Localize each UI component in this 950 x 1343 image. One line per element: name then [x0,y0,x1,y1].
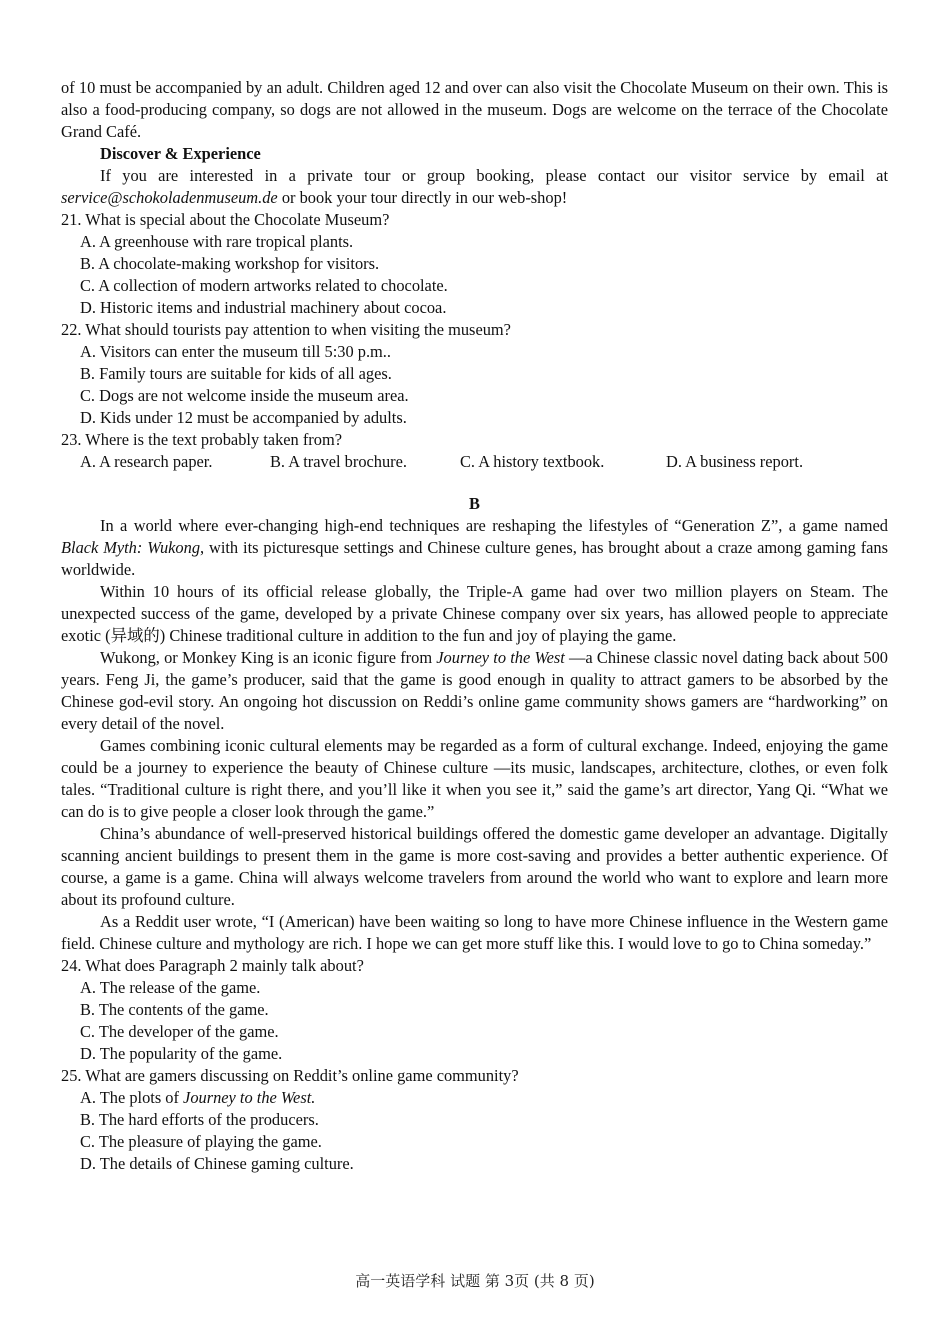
email-address: service@schokoladenmuseum.de [61,188,278,207]
question-24: 24. What does Paragraph 2 mainly talk about? [61,956,364,975]
exam-page [61,77,888,1175]
question-24-option-b: B. The contents of the game. [80,1000,269,1019]
question-21: 21. What is special about the Chocolate Museum? [61,210,390,229]
question-22-option-a: A. Visitors can enter the museum till 5:30 p.m.. [80,342,392,361]
passage-b-paragraph-4: Games combining iconic cultural elements may be regarded as a form of cultural exchange. Indeed, enjoying the game could be a journey to experience the beauty of Chinese culture —its music, landscapes, architecture, clothes, or even folk tales. “Traditional culture is right there, and you’ll like it when you see it,” said the game’s art director, Yang Qi. “What we can do is to give people a closer look through the game.” [61,736,888,821]
question-23-option-d: D. A business report. [666,452,804,471]
passage-b-label: B [469,494,480,513]
question-22-option-b: B. Family tours are suitable for kids of all ages. [80,364,392,383]
question-21-option-a: A. A greenhouse with rare tropical plants. [80,232,354,251]
question-23-option-c: C. A history textbook. [460,452,605,471]
section-heading: Discover & Experience [100,144,261,163]
question-23-option-a: A. A research paper. [80,452,213,471]
question-22-option-c: C. Dogs are not welcome inside the museum area. [80,386,409,405]
question-24-option-d: D. The popularity of the game. [80,1044,283,1063]
question-25-option-b: B. The hard efforts of the producers. [80,1110,319,1129]
passage-b-paragraph-2: Within 10 hours of its official release globally, the Triple-A game had over two million players on Steam. The unexpected success of the game, developed by a private Chinese company over six years, has allowed people to appreciate exotic (异域的) Chinese traditional culture in addition to the fun and joy of playing the game. [61,582,888,645]
question-21-option-d: D. Historic items and industrial machinery about cocoa. [80,298,447,317]
passage-a-contact-paragraph: If you are interested in a private tour or group booking, please contact our visitor service by email at service@schokoladenmuseum.de or book your tour directly in our web-shop! [61,166,888,207]
question-22: 22. What should tourists pay attention to when visiting the museum? [61,320,511,339]
question-25: 25. What are gamers discussing on Reddit’s online game community? [61,1066,519,1085]
passage-a-paragraph: of 10 must be accompanied by an adult. Children aged 12 and over can also visit the Chocolate Museum on their own. This is also a food-producing company, so dogs are not allowed in the museum. Dogs are welcome on the terrace of the Chocolate Grand Café. [61,78,888,141]
page-footer: 高一英语学科 试题 第 3页 (共 8 页) [355,1272,595,1290]
novel-title: Journey to the West [436,648,565,667]
game-title: Black Myth: Wukong [61,538,201,557]
question-23-options [61,451,888,473]
question-24-option-c: C. The developer of the game. [80,1022,279,1041]
passage-b-paragraph-6: As a Reddit user wrote, “I (American) have been waiting so long to have more Chinese influence in the Western game field. Chinese culture and mythology are rich. I hope we can get more stuff like this. I would love to go to China someday.” [61,912,888,953]
passage-b-paragraph-3: Wukong, or Monkey King is an iconic figure from Journey to the West —a Chinese classic novel dating back about 500 years. Feng Ji, the game’s producer, said that the game is good enough in quality to attract gamers to be absorbed by the Chinese god-evil story. An ongoing hot discussion on Reddi’s online game community shows gamers are “hardworking” on every detail of the novel. [61,648,888,733]
question-21-option-b: B. A chocolate-making workshop for visitors. [80,254,380,273]
question-24-option-a: A. The release of the game. [80,978,261,997]
question-23: 23. Where is the text probably taken from? [61,430,342,449]
question-22-option-d: D. Kids under 12 must be accompanied by adults. [80,408,407,427]
question-21-option-c: C. A collection of modern artworks related to chocolate. [80,276,448,295]
question-23-option-b: B. A travel brochure. [270,452,408,471]
passage-b-paragraph-5: China’s abundance of well-preserved historical buildings offered the domestic game developer an advantage. Digitally scanning ancient buildings to present them in the game is more cost-saving and provides a better authentic experience. Of course, a game is a game. China will always welcome travelers from around the world who want to explore and learn more about its profound culture. [61,824,888,909]
question-25-option-c: C. The pleasure of playing the game. [80,1132,322,1151]
question-25-option-a: A. The plots of Journey to the West. [80,1088,316,1107]
passage-b-paragraph-1: In a world where ever-changing high-end techniques are reshaping the lifestyles of “Generation Z”, a game named Black Myth: Wukong, with its picturesque settings and Chinese culture genes, has brought about a craze among gaming fans worldwide. [61,516,888,579]
question-25-option-d: D. The details of Chinese gaming culture. [80,1154,354,1173]
